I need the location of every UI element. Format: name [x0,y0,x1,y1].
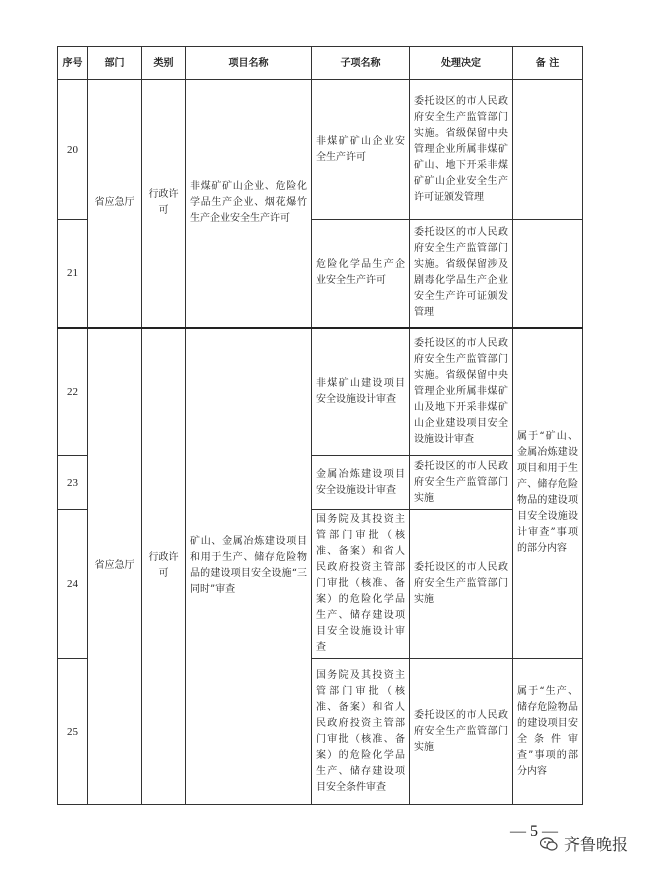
sub-cell: 国务院及其投资主管部门审批（核准、备案）和省人民政府投资主管部门审批（核准、备案）的危险化学品生产、储存建设项目安全设施设计审查 [312,510,410,659]
watermark-text: 齐鲁晚报 [564,835,629,854]
decision-cell: 委托设区的市人民政府安全生产监管部门实施 [410,659,513,805]
row-number: 25 [58,659,88,805]
header-no: 序号 [58,47,88,80]
project-cell: 非煤矿矿山企业、危险化学品生产企业、烟花爆竹生产企业安全生产许可 [186,80,312,328]
decision-cell: 委托设区的市人民政府安全生产监管部门实施。省级保留中央管理企业所属非煤矿矿山、地下开采非煤矿矿山企业安全生产许可证颁发管理 [410,80,513,220]
row-number: 24 [58,510,88,659]
header-sub: 子项名称 [312,47,410,80]
note-cell: 属于“生产、储存危险物品的建设项目安全条件审查”事项的部分内容 [513,659,583,805]
row-number: 23 [58,456,88,510]
row-number: 22 [58,328,88,456]
sub-cell: 危险化学品生产企业安全生产许可 [312,220,410,328]
header-type: 类别 [142,47,186,80]
row-number: 20 [58,80,88,220]
header-note: 备 注 [513,47,583,80]
table-row [58,328,583,456]
header-dept: 部门 [88,47,142,80]
decision-cell: 委托设区的市人民政府安全生产监管部门实施 [410,510,513,659]
table-row [58,80,583,220]
sub-cell: 非煤矿山建设项目安全设施设计审查 [312,328,410,456]
dept-cell: 省应急厅 [88,80,142,328]
decision-cell: 委托设区的市人民政府安全生产监管部门实施 [410,456,513,510]
approval-table [57,46,583,805]
header-decision: 处理决定 [410,47,513,80]
note-cell [513,80,583,220]
watermark [540,832,628,855]
project-cell: 矿山、金属冶炼建设项目和用于生产、储存危险物品的建设项目安全设施“三同时”审查 [186,328,312,805]
sub-cell: 国务院及其投资主管部门审批（核准、备案）和省人民政府投资主管部门审批（核准、备案）的危险化学品生产、储存建设项目安全条件审查 [312,659,410,805]
decision-cell: 委托设区的市人民政府安全生产监管部门实施。省级保留涉及剧毒化学品生产企业安全生产许可证颁发管理 [410,220,513,328]
note-cell [513,220,583,328]
header-row [58,47,583,80]
sub-cell: 金属冶炼建设项目安全设施设计审查 [312,456,410,510]
dept-cell: 省应急厅 [88,328,142,805]
sub-cell: 非煤矿矿山企业安全生产许可 [312,80,410,220]
row-number: 21 [58,220,88,328]
wechat-icon [540,837,558,851]
note-cell: 属于“矿山、金属冶炼建设项目和用于生产、储存危险物品的建设项目安全设施设计审查”事项的部分内容 [513,328,583,659]
header-project: 项目名称 [186,47,312,80]
decision-cell: 委托设区的市人民政府安全生产监管部门实施。省级保留中央管理企业所属非煤矿山及地下开采非煤矿山企业建设项目安全设施设计审查 [410,328,513,456]
type-cell: 行政许可 [142,328,186,805]
page-number: — 5 — [510,823,558,840]
type-cell: 行政许可 [142,80,186,328]
